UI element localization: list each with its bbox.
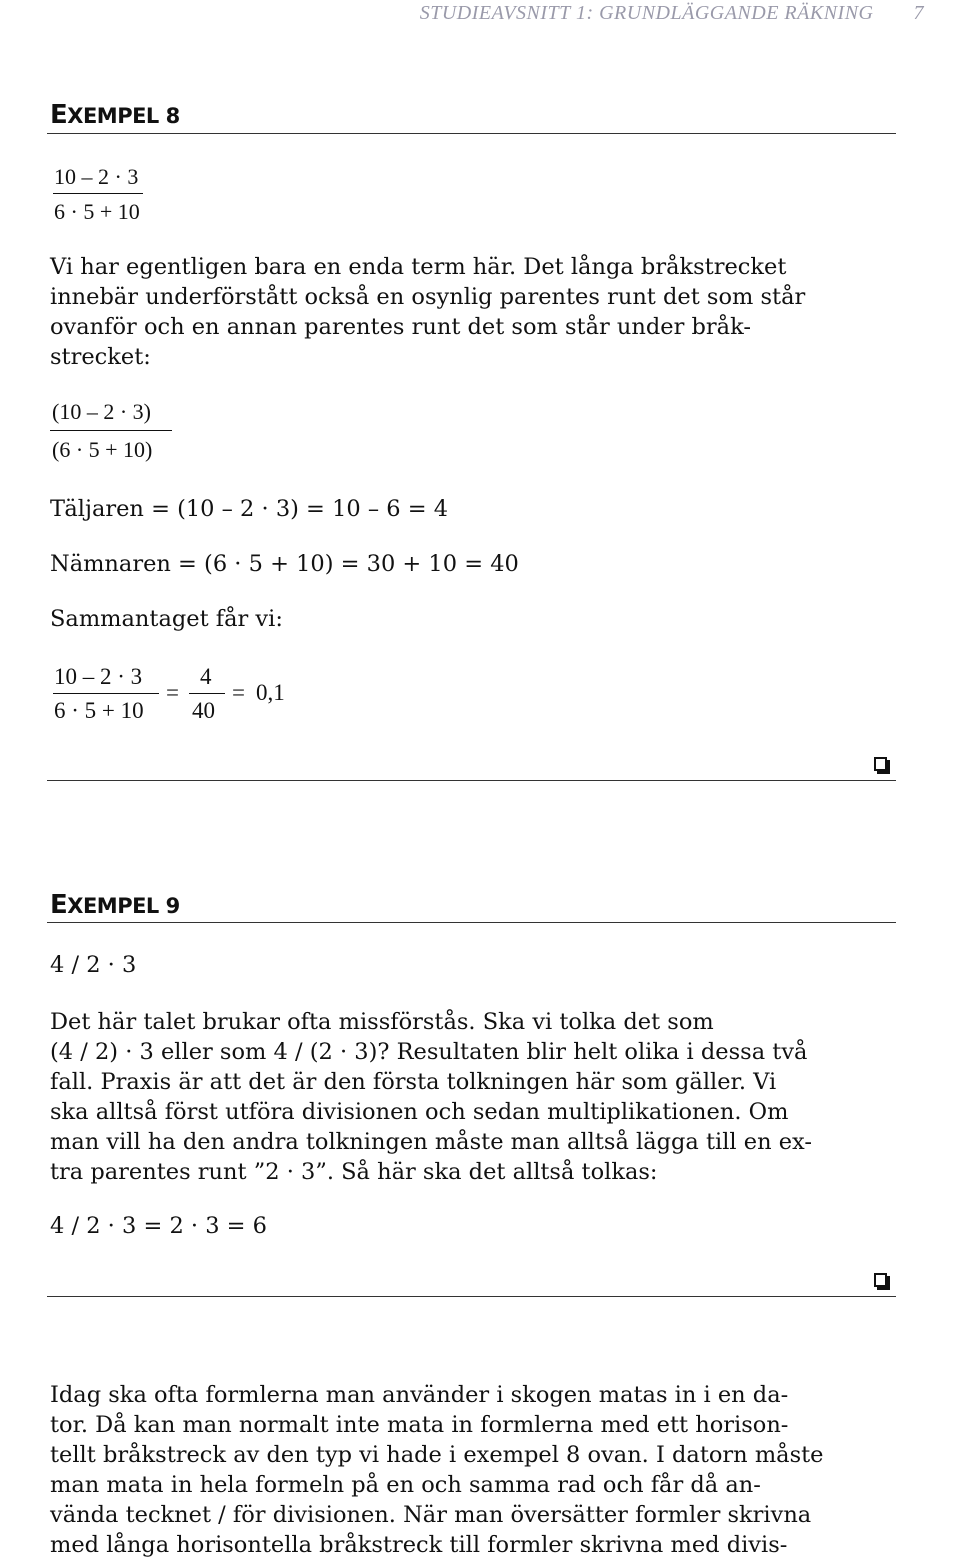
- equals-sign: =: [232, 680, 245, 705]
- section-rule: [47, 1296, 896, 1297]
- example-8-title: [50, 100, 180, 130]
- paragraph-line: ska alltså först utföra divisionen och sedan multiplikationen. Om: [50, 1099, 789, 1125]
- paragraph-line: Vi har egentligen bara en enda term här. Det långa bråkstrecket: [50, 254, 787, 280]
- paragraph-line: med långa horisontella bråkstreck till formler skrivna med divis-: [50, 1532, 788, 1558]
- example-9-paragraph: [50, 1007, 900, 1187]
- closing-paragraph: [50, 1380, 900, 1560]
- fraction-2-denominator: (6 · 5 + 10): [52, 437, 153, 462]
- title-initial: E: [50, 890, 68, 920]
- fraction-3-bar: [53, 693, 159, 694]
- example-8-paragraph: [50, 252, 900, 372]
- example-9-solution: 4 / 2 · 3 = 2 · 3 = 6: [50, 1213, 268, 1239]
- fraction-1-bar: [53, 193, 143, 194]
- fraction-4-bar: [189, 693, 225, 694]
- end-of-example-icon: [874, 757, 887, 771]
- fraction-3-numerator: 10 – 2 · 3: [54, 664, 143, 689]
- section-rule: [47, 922, 896, 923]
- paragraph-line: vända tecknet / för divisionen. När man översätter formler skrivna: [50, 1502, 812, 1528]
- title-initial: E: [50, 100, 68, 130]
- paragraph-line: innebär underförstått också en osynlig parentes runt det som står: [50, 284, 806, 310]
- paragraph-line: tor. Då kan man normalt inte mata in formlerna med ett horison-: [50, 1412, 789, 1438]
- example-9-title: [50, 890, 180, 920]
- paragraph-line: ovanför och en annan parentes runt det som står under bråk-: [50, 314, 751, 340]
- end-of-example-icon: [874, 1273, 887, 1287]
- section-rule: [47, 780, 896, 781]
- fraction-2-bar: [50, 430, 172, 431]
- fraction-3-denominator: 6 · 5 + 10: [54, 698, 144, 723]
- summary-label: Sammantaget får vi:: [50, 606, 283, 632]
- page-number: 7: [913, 2, 924, 24]
- paragraph-line: strecket:: [50, 344, 151, 370]
- title-rest: XEMPEL 9: [67, 894, 180, 918]
- example-9-expression: 4 / 2 · 3: [50, 952, 137, 978]
- paragraph-line: Det här talet brukar ofta missförstås. Ska vi tolka det som: [50, 1009, 714, 1035]
- paragraph-line: man vill ha den andra tolkningen måste man alltså lägga till en ex-: [50, 1129, 812, 1155]
- fraction-1-numerator: 10 – 2 · 3: [54, 164, 139, 189]
- result-value: 0,1: [256, 680, 285, 705]
- equals-sign: =: [166, 680, 179, 705]
- fraction-1-denominator: 6 · 5 + 10: [54, 199, 140, 224]
- paragraph-line: man mata in hela formeln på en och samma rad och får då an-: [50, 1472, 761, 1498]
- fraction-2-numerator: (10 – 2 · 3): [52, 399, 151, 424]
- paragraph-line: fall. Praxis är att det är den första tolkningen här som gäller. Vi: [50, 1069, 777, 1095]
- fraction-4-numerator: 4: [200, 664, 212, 689]
- paragraph-line: (4 / 2) · 3 eller som 4 / (2 · 3)? Resultaten blir helt olika i dessa två: [50, 1039, 808, 1065]
- numerator-calculation: Täljaren = (10 – 2 · 3) = 10 – 6 = 4: [50, 496, 449, 522]
- running-header: [420, 2, 924, 25]
- paragraph-line: tra parentes runt ”2 · 3”. Så här ska det alltså tolkas:: [50, 1159, 658, 1185]
- title-rest: XEMPEL 8: [67, 104, 180, 128]
- fraction-4-denominator: 40: [192, 698, 215, 723]
- section-title: STUDIEAVSNITT 1: GRUNDLÄGGANDE RÄKNING: [419, 2, 874, 24]
- paragraph-line: Idag ska ofta formlerna man använder i skogen matas in i en da-: [50, 1382, 789, 1408]
- section-rule: [47, 133, 896, 134]
- denominator-calculation: Nämnaren = (6 · 5 + 10) = 30 + 10 = 40: [50, 551, 519, 577]
- paragraph-line: tellt bråkstreck av den typ vi hade i exempel 8 ovan. I datorn måste: [50, 1442, 824, 1468]
